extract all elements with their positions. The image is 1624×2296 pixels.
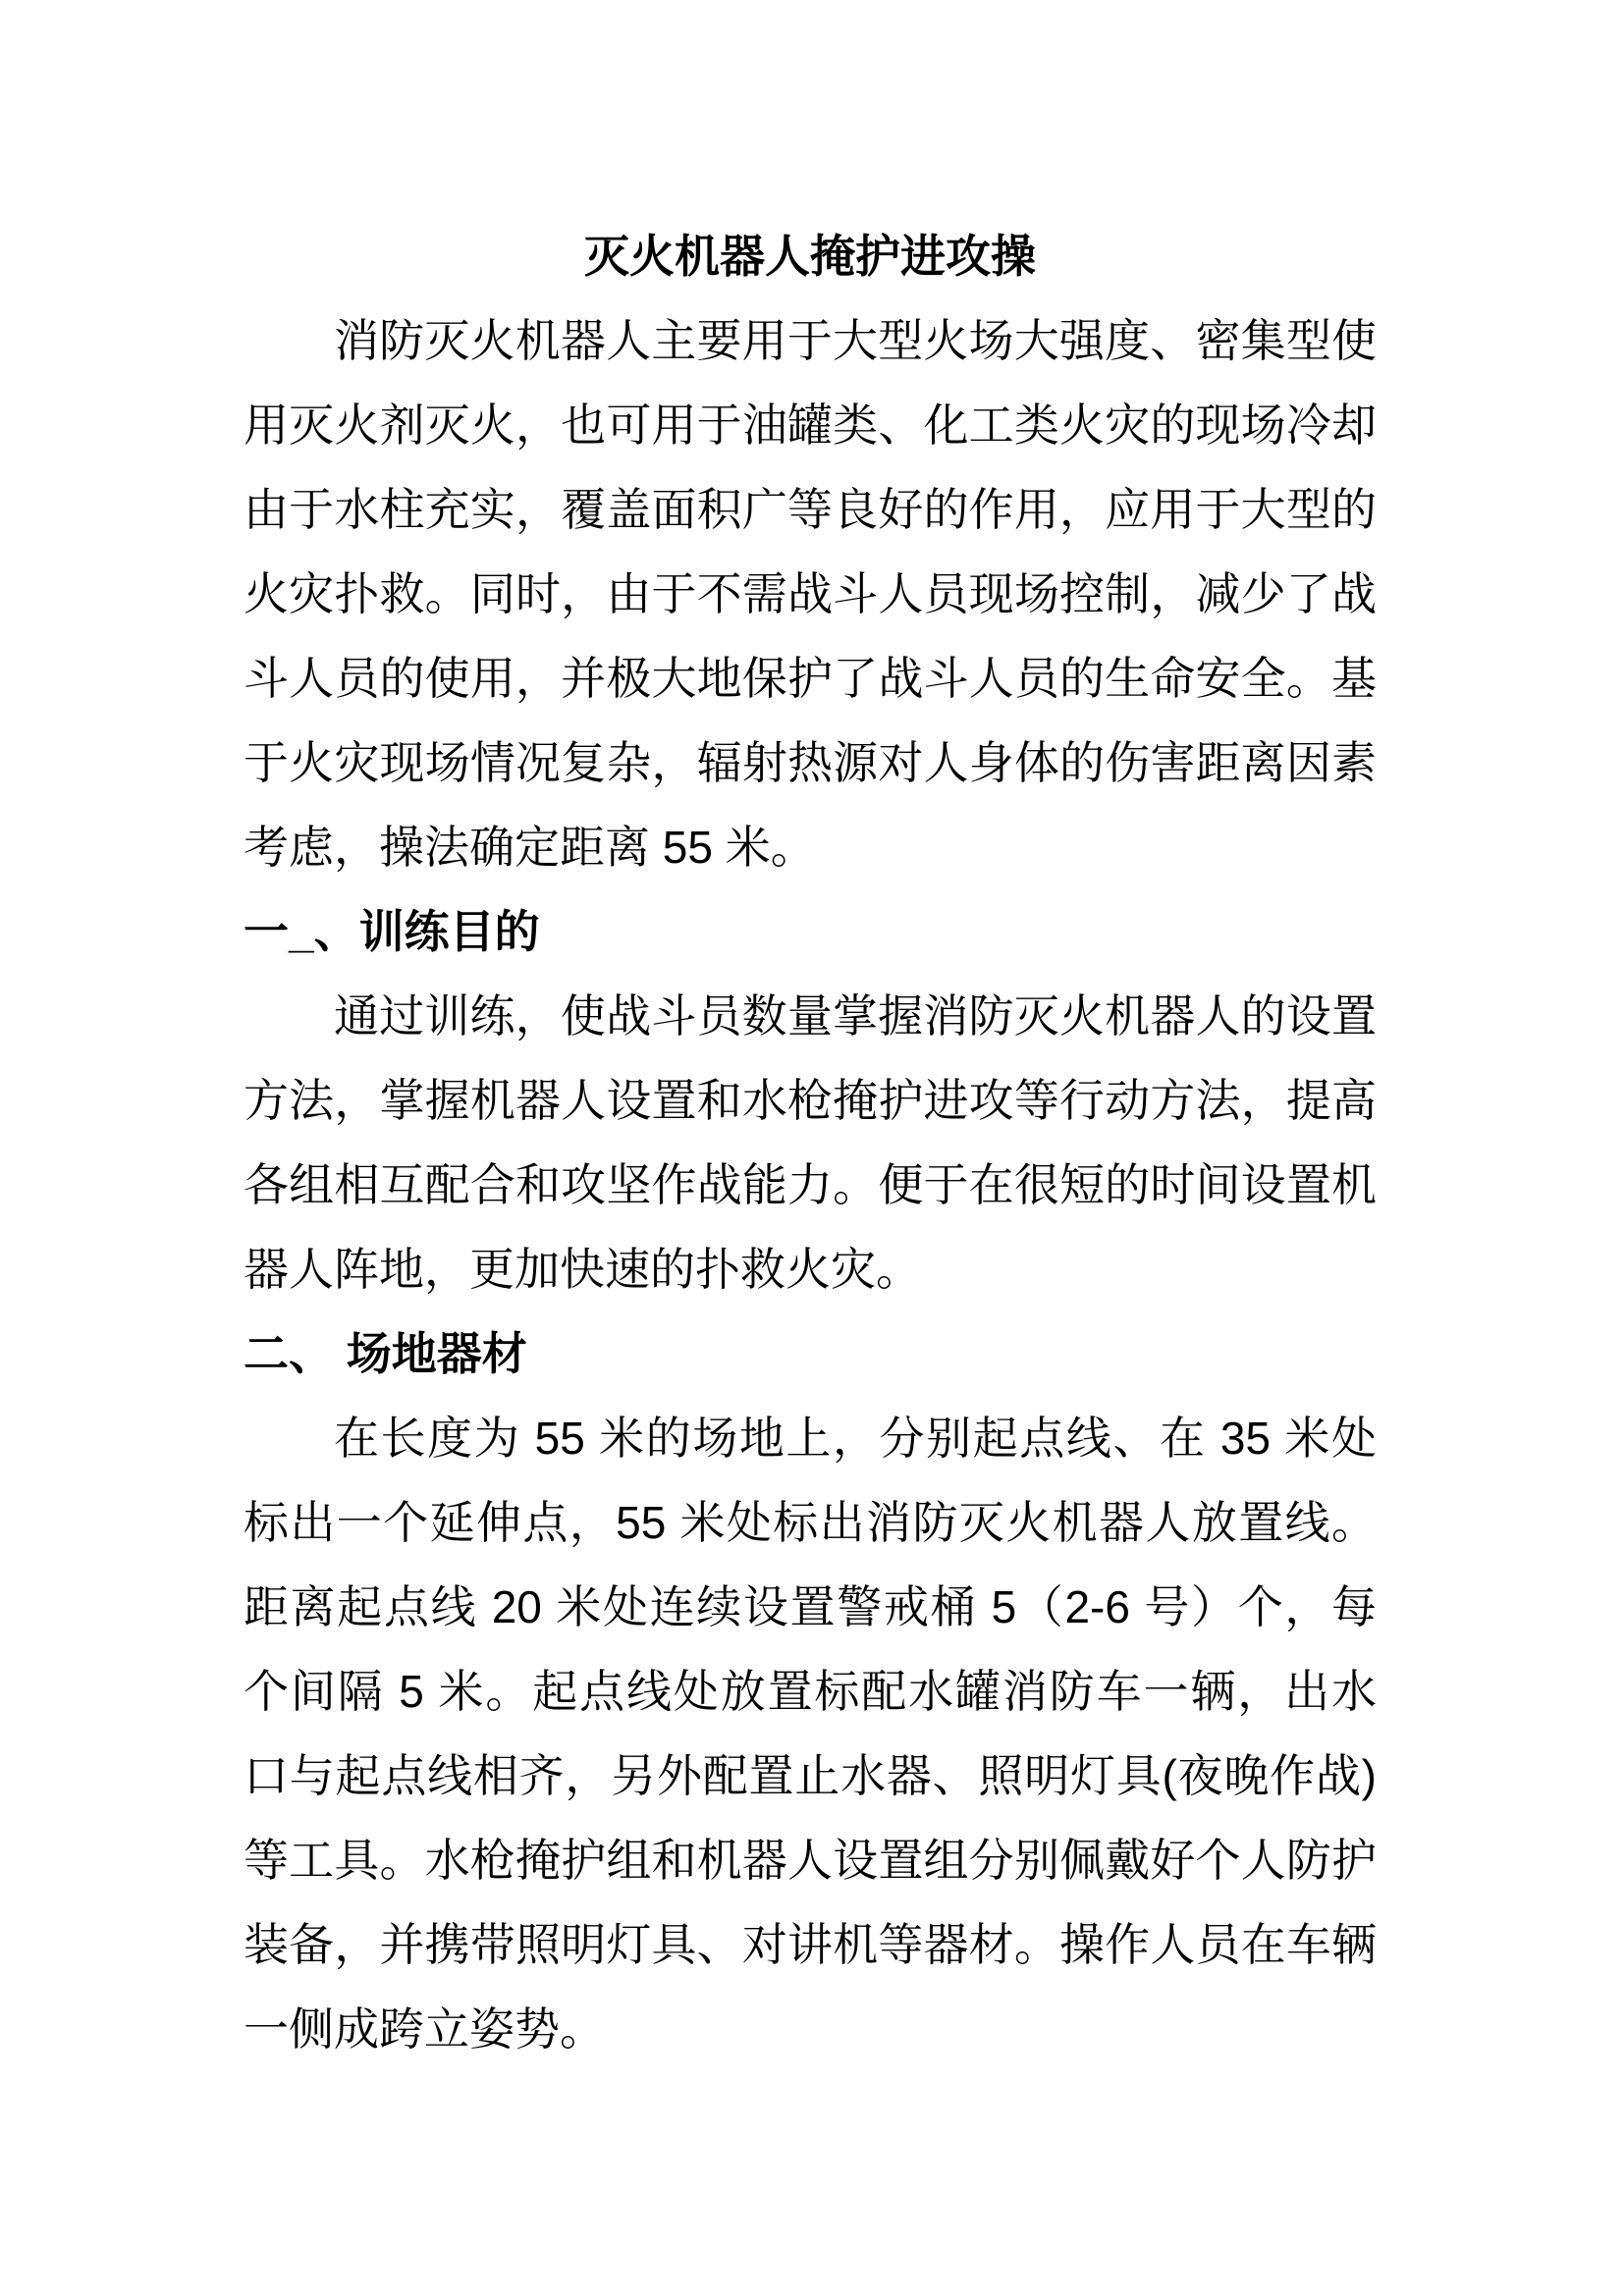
document-title: 灭火机器人掩护进攻操 <box>584 231 1036 282</box>
heading-site-equipment: 二、 场地器材 <box>244 1328 527 1379</box>
intro-paragraph: 消防灭火机器人主要用于大型火场大强度、密集型使用灭火剂灭火，也可用于油罐类、化工类火灾的现场冷却由于水柱充实，覆盖面积广等良好的作用，应用于大型的火灾扑救。同时，由于不需战斗人员现场控制，减少了战斗人员的使用，并极大地保护了战斗人员的生命安全。基于火灾现场情况复杂，辐射热源对人身体的伤害距离因素考虑，操法确定距离 55 米。 <box>244 315 1377 873</box>
training-purpose-paragraph: 通过训练，使战斗员数量掌握消防灭火机器人的设置方法，掌握机器人设置和水枪掩护进攻等行动方法，提高各组相互配合和攻坚作战能力。便于在很短的时间设置机器人阵地，更加快速的扑救火灾。 <box>244 990 1377 1295</box>
site-equipment-paragraph: 在长度为 55 米的场地上，分别起点线、在 35 米处标出一个延伸点，55 米处标出消防灭火机器人放置线。距离起点线 20 米处连续设置警戒桶 5（2-6 号）个，每个间隔 5 米。起点线处放置标配水罐消防车一辆，出水口与起点线相齐，另外配置止水器、照明灯具(夜晚作战)等工具。水枪掩护组和机器人设置组分别佩戴好个人防护装备，并携带照明灯具、对讲机等器材。操作人员在车辆一侧成跨立姿势。 <box>244 1413 1377 2055</box>
document-content <box>244 214 1377 2071</box>
heading-training-purpose: 一_、训练目的 <box>244 906 540 957</box>
